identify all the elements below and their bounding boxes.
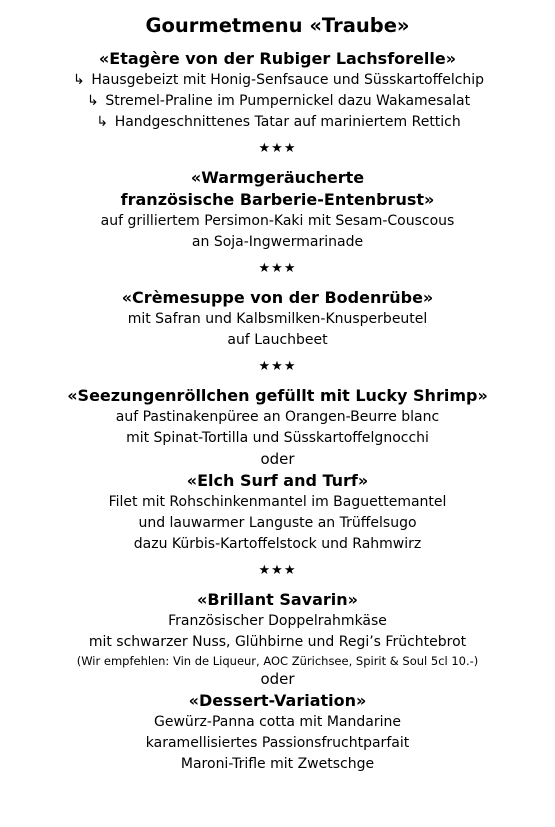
dish-name: «Crèmesuppe von der Bodenrübe» [121, 288, 434, 307]
dish-description: an Soja-Ingwermarinade [191, 234, 364, 250]
arrow-icon: ↳ [87, 93, 99, 109]
dish-description: Französischer Doppelrahmkäse [168, 613, 387, 629]
course-dessert [0, 589, 555, 775]
dish-description: und lauwarmer Languste an Trüffelsugo [138, 515, 417, 531]
course-starter [0, 48, 555, 133]
separator-stars: ★★★ [258, 141, 297, 156]
dish-description: auf Pastinakenpüree an Orangen-Beurre blanc [115, 409, 440, 425]
dish-name: französische Barberie-Entenbrust» [120, 190, 435, 209]
dish-name: «Warmgeräucherte [190, 168, 365, 187]
dish-description: Maroni-Trifle mit Zwetschge [180, 756, 375, 772]
dish-description: karamellisiertes Passionsfruchtparfait [145, 735, 410, 751]
separator-stars: ★★★ [258, 563, 297, 578]
dish-description: mit schwarzer Nuss, Glühbirne und Regi’s Früchtebrot [88, 634, 467, 650]
list-item: ↳ Handgeschnittenes Tatar auf mariniertem Rettich [0, 112, 555, 133]
course-duck [0, 167, 555, 253]
arrow-icon: ↳ [96, 114, 109, 130]
separator-stars: ★★★ [258, 359, 297, 374]
dish-name: «Etagère von der Rubiger Lachsforelle» [98, 49, 457, 68]
dish-name: «Seezungenröllchen gefüllt mit Lucky Shrimp» [67, 386, 488, 405]
or-divider: oder [260, 670, 295, 688]
course-soup [0, 287, 555, 351]
dish-name: «Brillant Savarin» [197, 590, 358, 609]
arrow-icon: ↳ [73, 72, 85, 88]
course-main [0, 385, 555, 555]
list-item: ↳ Hausgebeizt mit Honig-Senfsauce und Süsskartoffelchip [0, 70, 555, 91]
dish-description: Filet mit Rohschinkenmantel im Baguettemantel [108, 494, 447, 510]
dish-name: «Dessert-Variation» [188, 691, 367, 710]
dish-description: auf Lauchbeet [227, 332, 328, 348]
dish-description: mit Spinat-Tortilla und Süsskartoffelgnocchi [126, 430, 429, 446]
dish-description: auf grilliertem Persimon-Kaki mit Sesam-Couscous [100, 213, 455, 229]
dish-description: mit Safran und Kalbsmilken-Knusperbeutel [127, 311, 428, 327]
dish-name: «Elch Surf and Turf» [186, 471, 369, 490]
wine-recommendation: (Wir empfehlen: Vin de Liqueur, AOC Zürichsee, Spirit & Soul 5cl 10.-) [76, 654, 479, 668]
dish-description: dazu Kürbis-Kartoffelstock und Rahmwirz [133, 536, 422, 552]
or-divider: oder [260, 450, 295, 468]
list-item: ↳ Stremel-Praline im Pumpernickel dazu Wakamesalat [0, 91, 555, 112]
dish-description: Gewürz-Panna cotta mit Mandarine [154, 714, 401, 730]
menu-title: Gourmetmenu «Traube» [145, 14, 410, 37]
separator-stars: ★★★ [258, 261, 297, 276]
